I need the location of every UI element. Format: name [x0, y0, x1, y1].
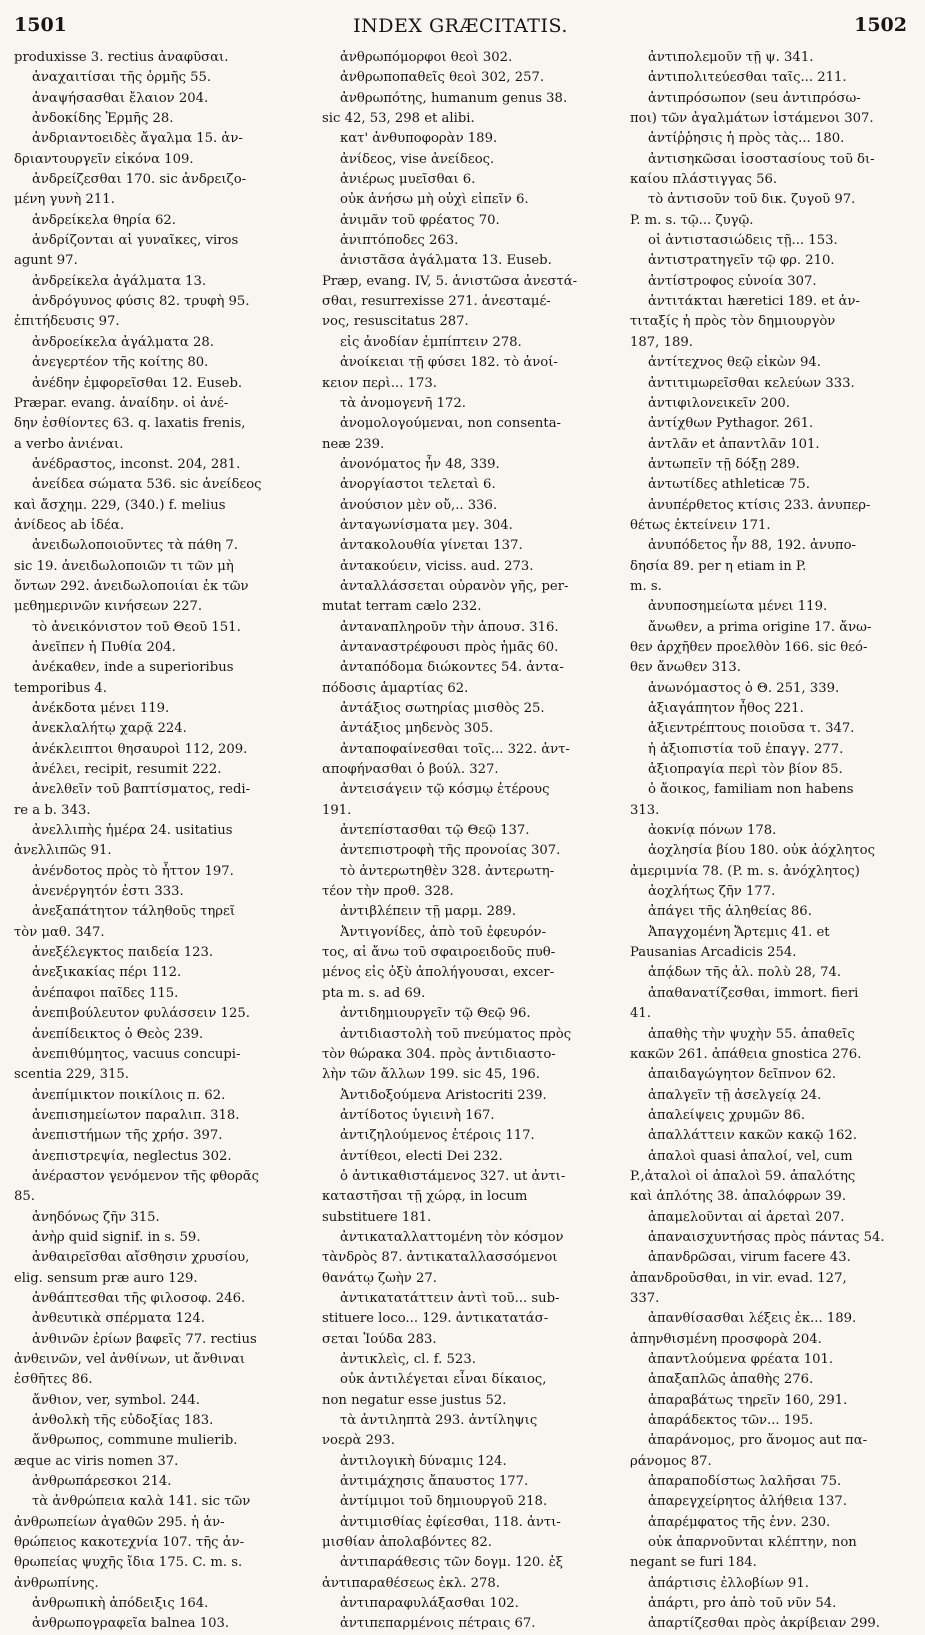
index-line: κατ' ἀνθυποφορὰν 189. [340, 131, 498, 147]
index-line: ἀνθρωπόμορφοι θεοὶ 302. [340, 50, 513, 65]
index-line: ἀντιφιλονεικεῖν 200. [648, 395, 790, 411]
index-line: ἀνυπέρθετος κτίσις 233. ἀνυπερ- [648, 497, 871, 513]
index-line: ἀντεπιστροφὴ τῆς προνοίας 307. [340, 843, 561, 859]
index-line: 191. [322, 802, 352, 818]
index-line: ἀνεπίμικτον ποικίλοις π. 62. [32, 1087, 226, 1103]
index-line: ἀνίδεος ab ἰδέα. [14, 517, 124, 533]
index-line: ἄνθιον, ver, symbol. 244. [32, 1392, 200, 1408]
index-line: sic 42, 53, 298 et alibi. [322, 111, 475, 127]
index-line: ἀντάξιος μηδενὸς 305. [340, 721, 494, 737]
index-line: m. s. [630, 578, 662, 594]
index-line: ἀντιτάκται hæretici 189. et ἀν- [648, 294, 860, 310]
index-line: ἀπαθὴς τὴν ψυχὴν 55. ἀπαθεῖς [648, 1026, 855, 1042]
index-line: αποφήνασθαι ὁ βούλ. 327. [322, 762, 499, 778]
index-line: agunt 97. [14, 253, 78, 269]
index-line: ἐπιτήδευσις 97. [14, 314, 120, 330]
index-line: οὐκ ἀντιλέγεται εἶναι δίκαιος, [340, 1372, 547, 1388]
index-column-left [14, 48, 306, 1635]
index-line: ἀντιπαραφυλάξασθαι 102. [340, 1596, 519, 1612]
index-line: ἀντιπολεμοῦν τῇ ψ. 341. [648, 50, 814, 65]
index-line: ἀντεισάγειν τῷ κόσμῳ ἑτέρους [340, 782, 550, 798]
index-line: πόδοσις ἁμαρτίας 62. [322, 680, 469, 696]
index-line: substituere 181. [322, 1209, 432, 1225]
index-line: ἀντιμάχησις ἄπαυστος 177. [340, 1474, 529, 1490]
index-line: ἀντιδιαστολὴ τοῦ πνεύματος πρὸς [340, 1026, 572, 1042]
index-line: ἀνέδραστος, inconst. 204, 281. [32, 456, 241, 472]
index-line: Præp, evang. IV, 5. ἀνιστῶσα ἀνεστά- [322, 273, 578, 289]
index-line: ἀνομολογούμεναι, non consenta- [340, 416, 562, 432]
index-line: μένη γυνὴ 211. [14, 192, 115, 208]
index-line: ἐσθῆτες 86. [14, 1372, 93, 1388]
index-line: ἀνοίκειαι τῇ φύσει 182. τὸ ἀνοί- [340, 355, 558, 371]
index-line: ἀνδρείκελα θηρία 62. [32, 212, 176, 228]
index-line: ἡ ἀξιοπιστία τοῦ ἐπαγγ. 277. [648, 741, 844, 757]
index-line: ἀνειδωλοποιοῦντες τὰ πάθη 7. [32, 538, 238, 554]
index-line: ἀνυποσημείωτα μένει 119. [648, 599, 828, 615]
index-line: καὶ ἄσχημ. 229, (340.) f. melius [14, 497, 226, 513]
index-line: ἀνδροείκελα ἀγάλματα 28. [32, 334, 214, 350]
index-line: ἀντλᾶν et ἀπαντλᾶν 101. [648, 436, 820, 452]
index-line: ἀνωνόμαστος ὁ Θ. 251, 339. [648, 680, 840, 696]
index-line: ἀπαρτίζεσθαι πρὸς ἀκρίβειαν 299. [648, 1616, 880, 1632]
index-line: 313. [630, 802, 660, 818]
index-line: 85. [14, 1189, 35, 1205]
index-line: ἄνωθεν, a prima origine 17. ἄνω- [648, 619, 872, 635]
index-line: ἀνιστᾶσα ἀγάλματα 13. Euseb. [340, 253, 552, 269]
index-line: ἀντικαταλλαττομένη τὸν κόσμον [340, 1229, 564, 1245]
index-line: θέτως ἐκτείνειν 171. [630, 517, 771, 533]
index-line: ἀνθεινῶν, vel ἀνθίνων, ut ἄνθιναι [14, 1352, 246, 1367]
index-line: ἀπάρτι, pro ἀπὸ τοῦ νῦν 54. [648, 1596, 837, 1612]
index-line: καίου πλάστιγγας 56. [630, 172, 778, 188]
index-line: ἀντίτεχνος θεῷ εἰκὼν 94. [648, 355, 821, 371]
index-line: produxisse 3. rectius ἀναφῦσαι. [14, 50, 229, 65]
index-line: ἀντάξιος σωτηρίας μισθὸς 25. [340, 701, 545, 716]
index-line: ἀνεπισημείωτον παραλιπ. 318. [32, 1107, 240, 1123]
index-line: ἀντωπεῖν τῇ δόξῃ 289. [648, 456, 800, 472]
index-line: νοερὰ 293. [322, 1433, 396, 1449]
index-line: ἀνιμᾶν τοῦ φρέατος 70. [340, 212, 500, 228]
index-line: ἀνέκαθεν, inde a superioribus [32, 660, 234, 676]
index-line: Ἀντιγονίδες, ἀπὸ τοῦ ἐφευρόν- [340, 924, 547, 940]
index-line: ἀντεπίστασθαι τῷ Θεῷ 137. [340, 823, 530, 839]
index-line: ἀπανδροῦσθαι, in vir. evad. 127, [630, 1270, 847, 1286]
index-line: θεν ἀρχῆθεν προελθὸν 166. sic θεό- [630, 639, 868, 655]
index-line: ἀνδοκίδης Ἑρμῆς 28. [32, 111, 174, 127]
index-line: δησία 89. per η etiam in P. [630, 558, 807, 574]
index-line: ἀξιεντρέπτους ποιοῦσα τ. 347. [648, 721, 855, 737]
index-column-middle [322, 48, 614, 1635]
index-line: ἀνταπόδομα διώκοντες 54. ἀντα- [340, 660, 564, 676]
index-line: τὸ ἀνεικόνιστον τοῦ Θεοῦ 151. [32, 619, 241, 635]
index-line: ἀνέκδοτα μένει 119. [32, 701, 170, 716]
index-line: τὸ ἀντισοῦν τοῦ δικ. ζυγοῦ 97. [648, 192, 856, 208]
index-line: ἀνεπιβούλευτον φυλάσσειν 125. [32, 1006, 250, 1022]
index-line: ἀπαλλάττειν κακῶν κακῷ 162. [648, 1128, 857, 1144]
index-line: ἀνυπόδετος ἦν 88, 192. ἀνυπο- [648, 538, 856, 554]
index-line: ἀνθευτικὰ σπέρματα 124. [32, 1311, 206, 1327]
index-line: ράνομος 87. [630, 1453, 712, 1469]
index-line: ἀνδρείκελα ἀγάλματα 13. [32, 273, 207, 289]
index-line: ἀνεπιθύμητος, vacuus concupi- [32, 1046, 241, 1062]
index-line: τιταξίς ἡ πρὸς τὸν δημιουργὸν [630, 314, 836, 330]
index-line: ἀνένδοτος πρὸς τὸ ἧττον 197. [32, 863, 234, 879]
index-columns [14, 48, 909, 1632]
index-line: Præpar. evang. ἀναίδην. οἱ ἀνέ- [14, 395, 229, 411]
index-line: elig. sensum præ auro 129. [14, 1270, 198, 1286]
index-line: ἀντιδημιουργεῖν τῷ Θεῷ 96. [340, 1006, 531, 1022]
index-line: ἀντισηκῶσαι ἰσοστασίους τοῦ δι- [648, 151, 875, 167]
index-line: ἀντακολουθία γίνεται 137. [340, 538, 523, 554]
index-line: ἀνεπίδεικτος ὁ Θεὸς 239. [32, 1026, 204, 1042]
index-line: ἀντωτίδες athleticæ 75. [648, 477, 810, 493]
index-line: ἀντίστροφος εὐνοία 307. [648, 273, 817, 289]
index-line: ἀνθρωπογραφεῖα balnea 103. [32, 1616, 230, 1632]
index-line: ἀπαιδαγώγητον δεῖπνον 62. [648, 1067, 837, 1083]
index-line: ἀντικλεὶς, cl. f. 523. [340, 1352, 476, 1367]
index-line: ἀπανθίσασθαι λέξεις ἐκ... 189. [648, 1311, 857, 1327]
index-line: ἀντίχθων Pythagor. 261. [648, 416, 814, 432]
index-line: ποι) τῶν ἀγαλμάτων ἱστάμενοι 307. [630, 111, 874, 127]
index-line: ἀνιέρως μυεῖσθαι 6. [340, 172, 476, 188]
index-line: ἀπαναισχυντήσας πρὸς πάντας 54. [648, 1229, 885, 1245]
index-line: ὁ ἀντικαθιστάμενος 327. ut ἀντι- [340, 1168, 566, 1184]
index-line: ἀντιμισθίας ἐφίεσθαι, 118. ἀντι- [340, 1514, 561, 1530]
index-line: non negatur esse justus 52. [322, 1392, 507, 1408]
index-line: ἀντικατατάττειν ἀντὶ τοῦ... sub- [340, 1290, 560, 1306]
index-line: ἀνδρόγυνος φύσις 82. τρυφὴ 95. [32, 294, 250, 310]
page-header [14, 10, 907, 44]
index-line: ἀπανδρῶσαι, virum facere 43. [648, 1250, 851, 1266]
index-line: ἀντιλογικὴ δύναμις 124. [340, 1453, 507, 1469]
index-line: ἀοχλησία βίου 180. οὐκ ἀόχλητος [648, 843, 875, 859]
index-line: ἀνδρείζεσθαι 170. sic ἀνδρειζο- [32, 172, 247, 188]
index-line: ἀνεγερτέον τῆς κοίτης 80. [32, 355, 209, 371]
index-line: ἀπαραβάτως τηρεῖν 160, 291. [648, 1392, 848, 1408]
index-line: λὴν τῶν ἄλλων 199. sic 45, 196. [322, 1067, 540, 1083]
index-line: καταστῆσαι τῇ χώρᾳ, in locum [322, 1189, 528, 1205]
index-line: Ἀπαγχομένη Ἄρτεμις 41. et [648, 924, 830, 940]
index-line: οὐκ ἀπαρνοῦνται κλέπτην, non [648, 1535, 857, 1551]
index-line: pta m. s. ad 69. [322, 985, 426, 1001]
index-line: P.,ἀταλοὶ οἱ ἀπαλοὶ 59. ἀπαλότης [630, 1168, 856, 1184]
index-line: 41. [630, 1006, 651, 1022]
index-line: ἀναχαιτίσαι τῆς ὁρμῆς 55. [32, 70, 212, 86]
index-line: ἀπαράνομος, pro ἄνομος aut πα- [648, 1433, 868, 1449]
index-line: τος, αἱ ἄνω τοῦ σφαιροειδοῦς πυθ- [322, 945, 556, 961]
index-line: ἀνελλιπῶς 91. [14, 843, 112, 859]
index-line: mutat terram cælo 232. [322, 599, 482, 615]
index-line: ἀνέπαφοι παῖδες 115. [32, 985, 179, 1001]
index-line: ἀντιστρατηγεῖν τῷ φρ. 210. [648, 253, 835, 269]
index-line: νος, resuscitatus 287. [322, 314, 469, 330]
index-line: τὰ ἀνθρώπεια καλὰ 141. sic τῶν [32, 1494, 251, 1510]
index-line: εἰς ἀνοδίαν ἐμπίπτειν 278. [340, 334, 522, 350]
index-line: ἀνθαιρεῖσθαι αἴσθησιν χρυσίου, [32, 1250, 250, 1266]
index-line: neæ 239. [322, 436, 385, 452]
index-line: ἀνθάπτεσθαι τῆς φιλοσοφ. 246. [32, 1290, 246, 1306]
index-line: ἀντιβλέπειν τῇ μαρμ. 289. [340, 904, 517, 920]
index-line: ἀνελθεῖν τοῦ βαπτίσματος, redi- [32, 782, 251, 798]
index-line: τὸ ἀντερωτηθὲν 328. ἀντερωτη- [340, 863, 555, 879]
index-line: ἀντιτιμωρεῖσθαι κελεύων 333. [648, 375, 855, 391]
index-line: κακῶν 261. ἀπάθεια gnostica 276. [630, 1046, 862, 1062]
index-line: ἀνδριαντοειδὲς ἄγαλμα 15. ἀν- [32, 131, 243, 147]
index-line: ἀπάρτισις ἐλλοβίων 91. [648, 1575, 809, 1591]
index-line: ἀνενέργητόν ἐστι 333. [32, 884, 184, 900]
index-line: ἀπάγει τῆς ἀληθείας 86. [648, 904, 812, 920]
index-line: Ἀντιδοξούμενα Aristocriti 239. [340, 1087, 547, 1103]
index-line: θεν ἄνωθεν 313. [630, 660, 741, 676]
index-line: μισθίαν ἀπολαβόντες 82. [322, 1535, 493, 1551]
index-line: ἀπαλγεῖν τῇ ἀσελγείᾳ 24. [648, 1087, 822, 1103]
index-line: ἀντιπρόσωπον (seu ἀντιπρόσω- [648, 90, 861, 106]
index-line: σεται Ἰούδα 283. [322, 1331, 437, 1347]
index-line: τὰ ἀντιληπτὰ 293. ἀντίληψις [340, 1413, 538, 1429]
index-line: ἀνταναπληροῦν τὴν ἀπουσ. 316. [340, 619, 559, 635]
index-line: ἀπαλείψεις χρυμῶν 86. [648, 1107, 806, 1123]
index-line: ἀνεκλαλήτῳ χαρᾷ 224. [32, 721, 187, 737]
page-number-left: 1501 [14, 14, 67, 36]
index-line: ἀνεξέλεγκτος παιδεία 123. [32, 945, 214, 961]
index-line: ἀνιπτόποδες 263. [340, 233, 459, 249]
index-line: ἀντίῤῥησις ἡ πρὸς τὰς... 180. [648, 131, 845, 147]
index-line: ἀνδρίζονται αἱ γυναῖκες, viros [32, 233, 239, 249]
index-line: stituere loco... 129. ἀντικατατάσ- [322, 1311, 549, 1327]
index-line: μεθημερινῶν κινήσεων 227. [14, 599, 203, 615]
index-line: ἀντιπολιτεύεσθαι ταῖς... 211. [648, 70, 847, 86]
index-line: τὸν μαθ. 347. [14, 924, 105, 940]
index-line: δριαντουργεῖν εἰκόνα 109. [14, 151, 194, 167]
index-line: P. m. s. τῷ... ζυγῷ. [630, 212, 754, 228]
index-line: negant se furi 184. [630, 1555, 757, 1571]
index-line: τὸν θώρακα 304. πρὸς ἀντιδιαστο- [322, 1046, 556, 1062]
index-line: æque ac viris nomen 37. [14, 1453, 179, 1469]
index-line: ἄνθρωπος, commune mulierib. [32, 1433, 238, 1449]
index-line: ἀμεριμνία 78. (P. m. s. ἀνόχλητος) [630, 863, 860, 879]
index-line: ἀπαρεγχείρητος ἀλήθεια 137. [648, 1494, 847, 1510]
index-line: ἀντιζηλούμενος ἑτέροις 117. [340, 1128, 535, 1144]
index-line: τὰνδρὸς 87. ἀντικαταλλασσόμενοι [322, 1250, 558, 1266]
index-line: ἀντίδοτος ὑγιεινὴ 167. [340, 1107, 495, 1123]
index-line: ἀντακούειν, viciss. aud. 273. [340, 558, 534, 574]
index-line: re a b. 343. [14, 802, 91, 818]
index-line: σθαι, resurrexisse 271. ἀνεσταμέ- [322, 294, 551, 310]
index-line: ἀπαθανατίζεσθαι, immort. fieri [648, 985, 859, 1001]
index-line: ἀνθρωπάρεσκοι 214. [32, 1474, 172, 1490]
index-line: ἀνθρωπείων ἀγαθῶν 295. ἡ ἀν- [14, 1514, 225, 1530]
index-line: ἀπαλοὶ quasi ἁπαλοί, vel, cum [648, 1148, 853, 1164]
index-line: ἀντιπαράθεσις τῶν δογμ. 120. ἐξ [340, 1555, 564, 1571]
index-line: Pausanias Arcadicis 254. [630, 945, 797, 961]
index-line: οἱ ἀντιστασιώδεις τῇ... 153. [648, 233, 838, 249]
index-line: ἀοχλήτως ζῆν 177. [648, 884, 776, 900]
index-line: ἀνθρωπότης, humanum genus 38. [340, 90, 568, 106]
index-line: ἀναψήσασθαι ἔλαιον 204. [32, 90, 209, 106]
index-line: ἀνελλιπὴς ἡμέρα 24. usitatius [32, 823, 233, 839]
index-line: ἀνταγωνίσματα μεγ. 304. [340, 517, 513, 533]
index-line: sic 19. ἀνειδωλοποιῶν τι τῶν μὴ [14, 558, 234, 574]
index-line: ἀνθινῶν ἐρίων βαφεῖς 77. rectius [32, 1331, 257, 1347]
index-line: ἀνταναστρέφουσι πρὸς ἡμᾶς 60. [340, 639, 559, 655]
index-line: scentia 229, 315. [14, 1067, 129, 1083]
index-line: ἀπαμελοῦνται αἱ ἀρεταὶ 207. [648, 1209, 845, 1225]
index-line: ἀντιπαραθέσεως ἐκλ. 278. [322, 1575, 500, 1591]
index-line: κειον περὶ... 173. [322, 375, 437, 391]
index-line: ἀνέραστον γενόμενον τῆς φθορᾶς [32, 1168, 260, 1184]
page-title: INDEX GRÆCITATIS. [353, 15, 568, 37]
index-line: a verbo ἀνιέναι. [14, 436, 124, 452]
index-line: ἀνθρωποπαθεῖς θεοὶ 302, 257. [340, 70, 545, 86]
index-line: ἀνείδεα σώματα 536. sic ἀνείδεος [32, 477, 262, 493]
index-line: θρώπειος κακοτεχνία 107. τῆς ἀν- [14, 1535, 245, 1551]
index-line: τὰ ἀνομογενῆ 172. [340, 395, 466, 411]
index-line: ὁ ἄοικος, familiam non habens [648, 782, 854, 798]
index-line: ἀνοργίαστοι τελεταὶ 6. [340, 477, 496, 493]
index-line: καὶ ἁπλότης 38. ἀπαλόφρων 39. [630, 1189, 847, 1205]
index-line: ἀνονόματος ἦν 48, 339. [340, 456, 500, 472]
index-line: ἀοκνίᾳ πόνων 178. [648, 823, 777, 839]
index-line: ἀνεξαπάτητον τάληθοῦς τηρεῖ [32, 904, 236, 920]
index-line: ἀξιοπραγία περὶ τὸν βίον 85. [648, 762, 843, 778]
index-line: ἀνέκλειπτοι θησαυροὶ 112, 209. [32, 741, 248, 757]
index-line: θανάτῳ ζωὴν 27. [322, 1270, 437, 1286]
index-line: ἀνούσιον μὲν οὔ,.. 336. [340, 497, 498, 513]
index-line: ἀξιαγάπητον ἦθος 221. [648, 701, 804, 716]
index-line: δην ἐσθίοντες 63. q. laxatis frenis, [14, 416, 246, 432]
index-line: ἀνὴρ quid signif. in s. 59. [32, 1229, 201, 1245]
index-line: θρωπείας ψυχῆς ἴδια 175. C. m. s. [14, 1555, 243, 1571]
index-line: ἀπαντλούμενα φρέατα 101. [648, 1352, 834, 1367]
index-line: 187, 189. [630, 334, 693, 350]
index-line: ἀντιπεπαρμένοις πέτραις 67. [340, 1616, 536, 1632]
index-line: ἀνεπιστήμων τῆς χρήσ. 397. [32, 1128, 223, 1144]
index-line: ἀνθρωπίνης. [14, 1575, 99, 1591]
index-line: ἀνεπιστρεψία, neglectus 302. [32, 1148, 232, 1164]
index-line: ἀπηνθισμένη προσφορὰ 204. [630, 1331, 822, 1347]
index-line: ἀνταποφαίνεσθαι τοῖς... 322. ἀντ- [340, 741, 570, 757]
index-line: ἀντίμιμοι τοῦ δημιουργοῦ 218. [340, 1494, 548, 1510]
index-line: ἀνηδόνως ζῆν 315. [32, 1209, 160, 1225]
index-line: ὄντων 292. ἀνειδωλοποιίαι ἐκ τῶν [14, 578, 249, 594]
index-line: ἀνεξικακίας πέρι 112. [32, 965, 182, 981]
index-line: temporibus 4. [14, 680, 107, 696]
index-line: ἀπαράδεκτος τῶν... 195. [648, 1413, 814, 1429]
index-line: ἀνθολκὴ τῆς εὐδοξίας 183. [32, 1413, 214, 1429]
index-line: ἀνέλει, recipit, resumit 222. [32, 762, 222, 778]
index-line: ἀνέδην ἐμφορεῖσθαι 12. Euseb. [32, 375, 243, 391]
index-line: ἀπᾴδων τῆς ἀλ. πολὺ 28, 74. [648, 965, 842, 981]
index-line: 337. [630, 1290, 660, 1306]
index-line: ἀνίδεος, vise ἀνείδεος. [340, 151, 495, 167]
index-line: ἀνεῖπεν ἡ Πυθία 204. [32, 639, 176, 655]
index-line: οὐκ ἀνήσω μὴ οὐχὶ εἰπεῖν 6. [340, 192, 529, 208]
index-line: ἀπαραποδίστως λαλῆσαι 75. [648, 1474, 842, 1490]
index-line: ἀπαξαπλῶς ἀπαθὴς 276. [648, 1372, 814, 1388]
index-column-right [630, 48, 925, 1635]
index-line: ἀπαρέμφατος τῆς ἐνν. 230. [648, 1514, 831, 1530]
index-line: ἀνταλλάσσεται οὐρανὸν γῆς, per- [340, 578, 569, 594]
index-line: ἀντίθεοι, electi Dei 232. [340, 1148, 503, 1164]
page-number-right: 1502 [854, 14, 907, 36]
index-line: τέον τὴν προθ. 328. [322, 884, 454, 900]
index-line: ἀνθρωπικὴ ἀπόδειξις 164. [32, 1596, 209, 1612]
index-line: μένος εἰς ὀξὺ ἀπολήγουσαι, excer- [322, 965, 555, 981]
